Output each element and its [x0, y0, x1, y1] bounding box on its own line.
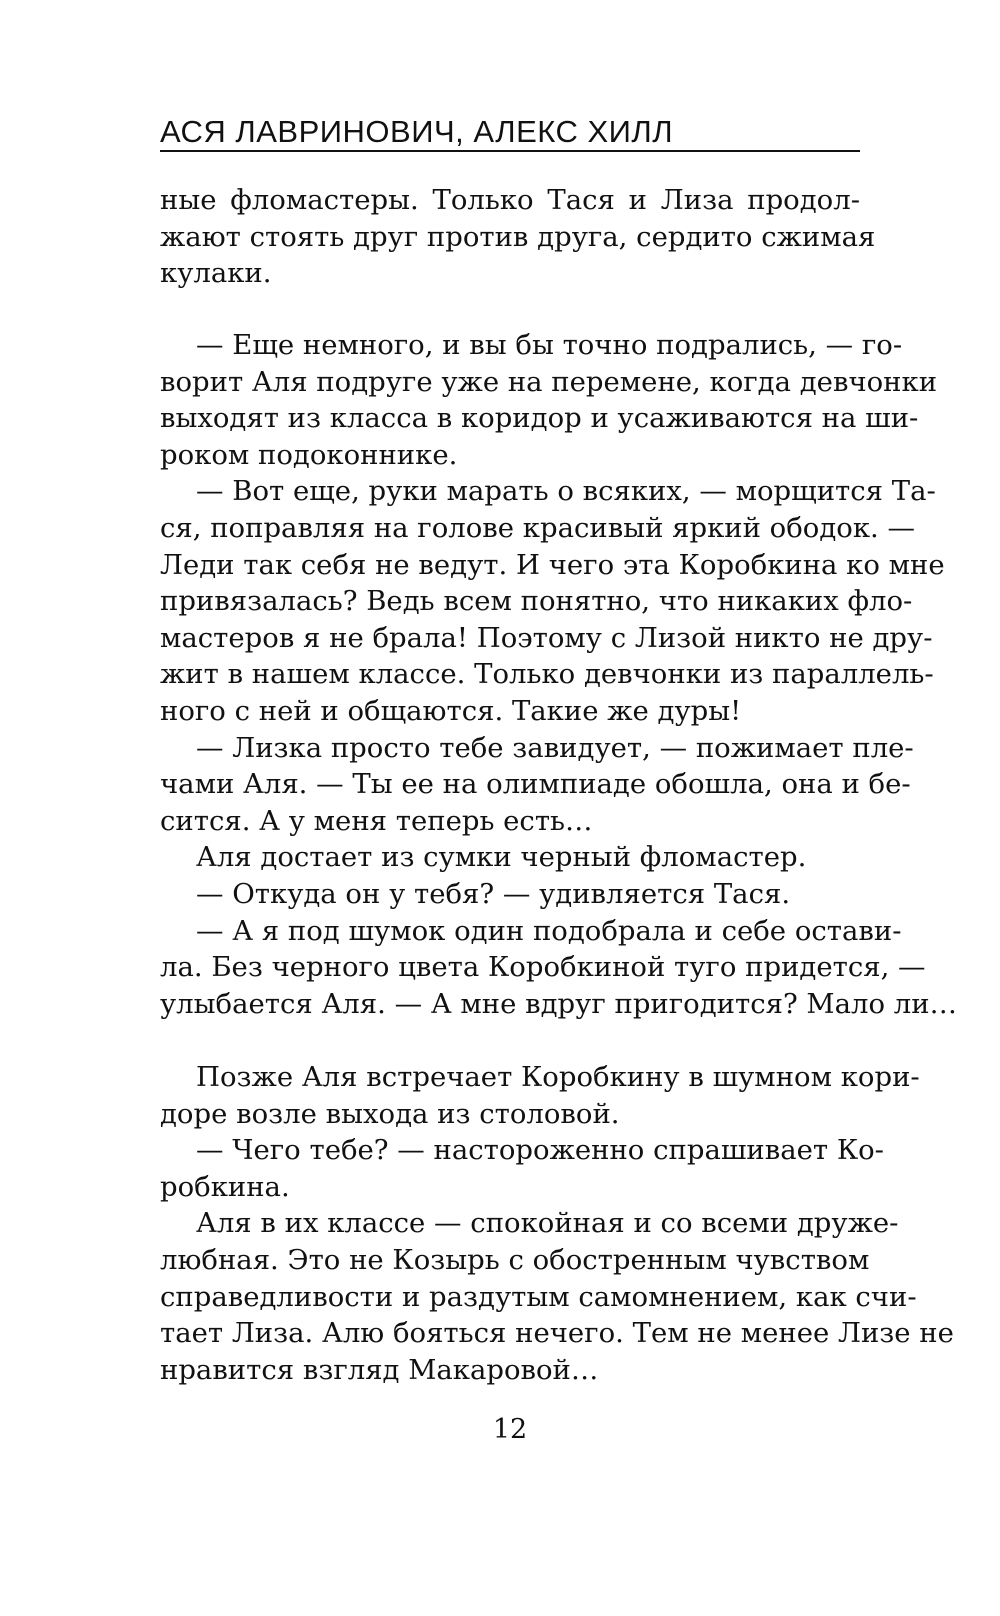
text-line: доре возле выхода из столовой.	[160, 1097, 620, 1130]
text-line: сится. А у меня теперь есть…	[160, 804, 593, 837]
text-line: справедливости и раздутым самомнением, как счи-	[160, 1280, 917, 1313]
text-block-1	[160, 182, 876, 292]
running-head: АСЯ ЛАВРИНОВИЧ, АЛЕКС ХИЛЛ	[160, 114, 674, 149]
text-line: роком подоконнике.	[160, 438, 458, 471]
text-line: Позже Аля встречает Коробкину в шумном кори-	[196, 1061, 920, 1093]
text-line: привязалась? Ведь всем понятно, что никаких фло-	[160, 585, 913, 618]
text-block-2	[160, 327, 958, 1022]
text-line: любная. Это не Козырь с обостренным чувством	[160, 1243, 870, 1276]
text-line: ного с ней и общаются. Такие же дуры!	[160, 694, 742, 727]
text-line: — Еще немного, и вы бы точно подрались, — го-	[196, 329, 903, 361]
text-line: чами Аля. — Ты ее на олимпиаде обошла, она и бе-	[160, 768, 911, 801]
text-line: ла. Без черного цвета Коробкиной туго придется, —	[160, 951, 926, 984]
text-line: Аля достает из сумки черный фломастер.	[196, 841, 807, 874]
text-block-3	[160, 1059, 954, 1388]
text-line: — Вот еще, руки марать о всяких, — морщится Та-	[196, 475, 936, 508]
text-line: ворит Аля подруге уже на перемене, когда девчонки	[160, 365, 938, 398]
text-line: ные фломастеры. Только Тася и Лиза продол-	[160, 184, 860, 216]
text-line: робкина.	[160, 1170, 290, 1203]
page-number: 12	[492, 1414, 528, 1445]
header-rule	[160, 150, 860, 152]
text-line: — А я под шумок один подобрала и себе остави-	[196, 914, 902, 947]
text-line: нравится взгляд Макаровой…	[160, 1353, 599, 1386]
text-line: — Чего тебе? — настороженно спрашивает Ко-	[196, 1134, 884, 1167]
text-line: жают стоять друг против друга, сердито сжимая	[160, 220, 876, 253]
text-line: мастеров я не брала! Поэтому с Лизой никто не дру-	[160, 621, 933, 654]
text-line: ся, поправляя на голове красивый яркий ободок. —	[160, 511, 916, 544]
text-line: кулаки.	[160, 257, 272, 290]
text-line: улыбается Аля. — А мне вдруг пригодится? Мало ли…	[160, 987, 958, 1020]
text-line: Аля в их классе — спокойная и со всеми друже-	[196, 1207, 899, 1240]
text-line: выходят из класса в коридор и усаживаются на ши-	[160, 402, 919, 435]
text-line: — Откуда он у тебя? — удивляется Тася.	[196, 877, 791, 910]
text-line: Леди так себя не ведут. И чего эта Коробкина ко мне	[160, 548, 945, 581]
text-line: тает Лиза. Алю бояться нечего. Тем не менее Лизе не	[160, 1317, 954, 1350]
text-line: жит в нашем классе. Только девчонки из параллель-	[160, 658, 934, 691]
text-line: — Лизка просто тебе завидует, — пожимает пле-	[196, 731, 914, 764]
